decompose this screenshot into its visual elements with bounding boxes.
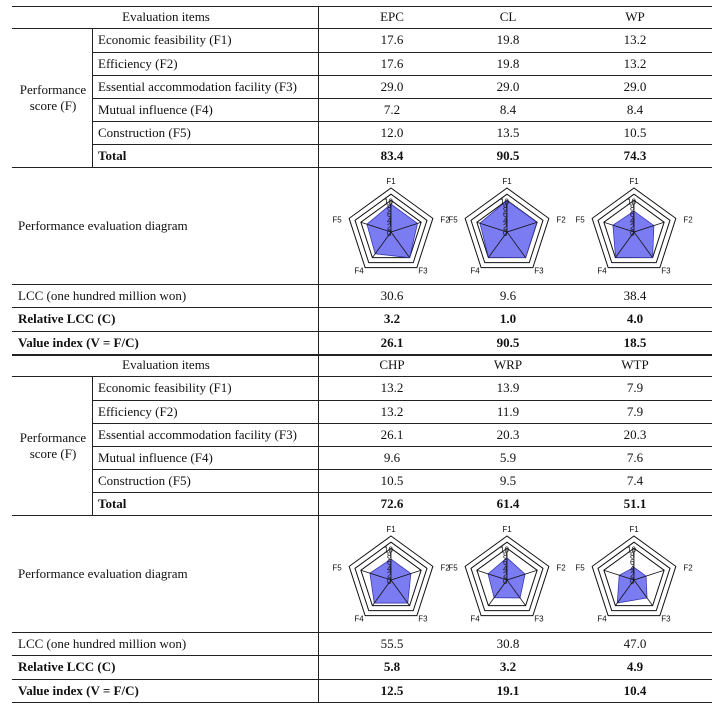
relative-lcc-label: Relative LCC (C) bbox=[18, 311, 116, 326]
relative-lcc-label: Relative LCC (C) bbox=[18, 659, 116, 674]
item-value: 13.2 bbox=[380, 380, 404, 395]
radar-chart bbox=[437, 162, 577, 302]
radar-tick-label: 10 bbox=[384, 196, 393, 206]
relative-lcc-value: 1.0 bbox=[499, 311, 517, 326]
item-value: 29.0 bbox=[496, 78, 520, 94]
table-rule-header bbox=[12, 28, 712, 29]
table-rule-item bbox=[92, 121, 712, 122]
radar-axis-label: F1 bbox=[629, 524, 639, 534]
item-value: 10.5 bbox=[380, 472, 404, 488]
total-value: 61.4 bbox=[496, 495, 520, 511]
item-value: 13.5 bbox=[496, 124, 520, 140]
radar-tick-label: 8 bbox=[387, 203, 392, 213]
radar-axis-label: F3 bbox=[534, 614, 544, 624]
item-label: Essential accommodation facility (F3) bbox=[98, 426, 297, 442]
radar-axis-label: F4 bbox=[597, 614, 607, 624]
value-index-value: 18.5 bbox=[623, 334, 647, 350]
total-value: 90.5 bbox=[496, 147, 520, 163]
item-value: 20.3 bbox=[623, 426, 647, 442]
table-rule bbox=[12, 307, 712, 308]
radar-axis-label: F5 bbox=[448, 214, 458, 224]
radar-tick-label: 10 bbox=[627, 196, 636, 206]
radar-tick-label: 6 bbox=[387, 209, 392, 219]
radar-tick-label: 0 bbox=[503, 576, 508, 586]
total-value: 74.3 bbox=[623, 147, 647, 163]
table-rule-item bbox=[92, 492, 712, 493]
item-label: Efficiency (F2) bbox=[98, 403, 178, 419]
radar-axis-label: F3 bbox=[418, 266, 428, 276]
radar-axis-label: F3 bbox=[534, 266, 544, 276]
lcc-value: 30.6 bbox=[380, 287, 404, 303]
radar-chart bbox=[437, 510, 577, 650]
table-rule-item bbox=[92, 52, 712, 53]
table-rule-header bbox=[12, 376, 712, 377]
radar-tick-label: 2 bbox=[503, 222, 508, 232]
total-value: 51.1 bbox=[623, 495, 647, 511]
radar-axis-label: F3 bbox=[661, 614, 671, 624]
item-value: 7.9 bbox=[626, 380, 644, 395]
header-alternative: WP bbox=[625, 9, 645, 24]
total-value: 72.6 bbox=[380, 495, 404, 511]
table-rule-item bbox=[92, 75, 712, 76]
item-label: Efficiency (F2) bbox=[98, 55, 178, 71]
item-value: 29.0 bbox=[380, 78, 404, 94]
value-index-value: 12.5 bbox=[380, 682, 404, 698]
table-rule-top bbox=[12, 6, 712, 7]
relative-lcc-value: 4.0 bbox=[626, 311, 644, 326]
radar-tick-label: 4 bbox=[630, 563, 635, 573]
item-label: Construction (F5) bbox=[98, 124, 191, 140]
header-evaluation-items: Evaluation items bbox=[122, 357, 210, 372]
item-value: 26.1 bbox=[380, 426, 404, 442]
lcc-value: 38.4 bbox=[623, 287, 647, 303]
total-value: 83.4 bbox=[380, 147, 404, 163]
radar-chart bbox=[564, 510, 704, 650]
item-label: Mutual influence (F4) bbox=[98, 101, 213, 117]
radar-tick-label: 6 bbox=[630, 557, 635, 567]
radar-tick-label: 8 bbox=[630, 203, 635, 213]
table-rule-bottom bbox=[12, 702, 712, 703]
radar-tick-label: 8 bbox=[503, 203, 508, 213]
relative-lcc-value: 3.2 bbox=[383, 311, 401, 326]
radar-axis-label: F1 bbox=[629, 176, 639, 186]
radar-tick-label: 10 bbox=[384, 544, 393, 554]
table-rule-vertical bbox=[92, 376, 93, 515]
group-label-performance-score: Performance score (F) bbox=[19, 81, 87, 113]
radar-axis-label: F1 bbox=[386, 176, 396, 186]
radar-tick-label: 4 bbox=[630, 215, 635, 225]
radar-tick-label: 6 bbox=[387, 557, 392, 567]
relative-lcc-value: 5.8 bbox=[383, 659, 401, 674]
radar-tick-label: 4 bbox=[387, 215, 392, 225]
total-label: Total bbox=[98, 495, 127, 511]
radar-tick-label: 4 bbox=[387, 563, 392, 573]
radar-axis-label: F5 bbox=[575, 562, 585, 572]
table-rule-item bbox=[92, 98, 712, 99]
value-index-value: 19.1 bbox=[496, 682, 520, 698]
radar-axis-label: F5 bbox=[332, 562, 342, 572]
lcc-label: LCC (one hundred million won) bbox=[18, 287, 187, 303]
header-alternative: WTP bbox=[621, 357, 649, 372]
table-rule-vertical bbox=[318, 6, 319, 354]
relative-lcc-value: 3.2 bbox=[499, 659, 517, 674]
radar-tick-label: 10 bbox=[627, 544, 636, 554]
total-label: Total bbox=[98, 147, 127, 163]
radar-tick-label: 2 bbox=[503, 570, 508, 580]
radar-tick-label: 8 bbox=[387, 551, 392, 561]
radar-tick-label: 0 bbox=[503, 228, 508, 238]
radar-tick-label: 2 bbox=[630, 222, 635, 232]
diagram-label: Performance evaluation diagram bbox=[18, 565, 188, 581]
header-alternative: CL bbox=[499, 9, 517, 24]
radar-axis-label: F3 bbox=[418, 614, 428, 624]
radar-axis-label: F1 bbox=[386, 524, 396, 534]
item-value: 10.5 bbox=[623, 124, 647, 140]
item-value: 5.9 bbox=[499, 449, 517, 465]
radar-tick-label: 6 bbox=[630, 209, 635, 219]
table-rule-vertical bbox=[92, 28, 93, 167]
radar-axis-label: F2 bbox=[556, 214, 566, 224]
item-value: 9.5 bbox=[499, 472, 517, 488]
radar-tick-label: 8 bbox=[503, 551, 508, 561]
item-value: 17.6 bbox=[380, 32, 404, 47]
table-rule-item bbox=[92, 144, 712, 145]
item-value: 9.6 bbox=[383, 449, 401, 465]
radar-axis-label: F5 bbox=[575, 214, 585, 224]
radar-tick-label: 10 bbox=[500, 196, 509, 206]
table-rule-item bbox=[92, 400, 712, 401]
item-value: 7.9 bbox=[626, 403, 644, 419]
table-rule-vertical bbox=[318, 354, 319, 702]
radar-axis-label: F2 bbox=[683, 214, 693, 224]
item-value: 29.0 bbox=[623, 78, 647, 94]
radar-tick-label: 0 bbox=[387, 576, 392, 586]
table-rule bbox=[12, 331, 712, 332]
radar-axis-label: F4 bbox=[597, 266, 607, 276]
item-value: 19.8 bbox=[496, 55, 520, 71]
item-value: 19.8 bbox=[496, 32, 520, 47]
value-index-label: Value index (V = F/C) bbox=[18, 682, 139, 698]
radar-axis-label: F5 bbox=[448, 562, 458, 572]
value-index-value: 10.4 bbox=[623, 682, 647, 698]
radar-tick-label: 6 bbox=[503, 557, 508, 567]
radar-axis-label: F4 bbox=[470, 266, 480, 276]
radar-tick-label: 8 bbox=[630, 551, 635, 561]
item-value: 13.9 bbox=[496, 380, 520, 395]
diagram-label: Performance evaluation diagram bbox=[18, 217, 188, 233]
table-rule-item bbox=[92, 423, 712, 424]
radar-axis-label: F4 bbox=[354, 266, 364, 276]
item-value: 20.3 bbox=[496, 426, 520, 442]
table-rule bbox=[12, 655, 712, 656]
radar-axis-label: F2 bbox=[556, 562, 566, 572]
radar-axis-label: F2 bbox=[683, 562, 693, 572]
radar-tick-label: 2 bbox=[630, 570, 635, 580]
radar-axis-label: F4 bbox=[470, 614, 480, 624]
lcc-value: 55.5 bbox=[380, 635, 404, 651]
value-index-value: 26.1 bbox=[380, 334, 404, 350]
item-label: Economic feasibility (F1) bbox=[98, 380, 232, 395]
radar-tick-label: 2 bbox=[387, 570, 392, 580]
relative-lcc-value: 4.9 bbox=[626, 659, 644, 674]
item-value: 8.4 bbox=[499, 101, 517, 117]
radar-tick-label: 0 bbox=[387, 228, 392, 238]
header-alternative: EPC bbox=[380, 9, 404, 24]
radar-axis-label: F2 bbox=[440, 562, 450, 572]
radar-chart bbox=[564, 162, 704, 302]
radar-axis-label: F3 bbox=[661, 266, 671, 276]
lcc-value: 47.0 bbox=[623, 635, 647, 651]
radar-tick-label: 4 bbox=[503, 215, 508, 225]
item-label: Essential accommodation facility (F3) bbox=[98, 78, 297, 94]
table-rule-item bbox=[92, 446, 712, 447]
lcc-value: 9.6 bbox=[499, 287, 517, 303]
item-label: Mutual influence (F4) bbox=[98, 449, 213, 465]
radar-axis-label: F4 bbox=[354, 614, 364, 624]
header-alternative: CHP bbox=[379, 357, 405, 372]
radar-tick-label: 10 bbox=[500, 544, 509, 554]
item-value: 12.0 bbox=[380, 124, 404, 140]
group-label-performance-score: Performance score (F) bbox=[19, 429, 87, 461]
item-value: 13.2 bbox=[623, 32, 647, 47]
item-value: 13.2 bbox=[380, 403, 404, 419]
radar-axis-label: F1 bbox=[502, 524, 512, 534]
radar-tick-label: 6 bbox=[503, 209, 508, 219]
table-rule-top bbox=[12, 354, 712, 356]
item-value: 7.2 bbox=[383, 101, 401, 117]
item-label: Economic feasibility (F1) bbox=[98, 32, 232, 47]
table-rule bbox=[12, 679, 712, 680]
radar-tick-label: 2 bbox=[387, 222, 392, 232]
radar-tick-label: 0 bbox=[630, 576, 635, 586]
header-alternative: WRP bbox=[493, 357, 523, 372]
table-rule-item bbox=[92, 469, 712, 470]
value-index-label: Value index (V = F/C) bbox=[18, 334, 139, 350]
lcc-label: LCC (one hundred million won) bbox=[18, 635, 187, 651]
lcc-value: 30.8 bbox=[496, 635, 520, 651]
radar-axis-label: F5 bbox=[332, 214, 342, 224]
item-value: 13.2 bbox=[623, 55, 647, 71]
item-value: 8.4 bbox=[626, 101, 644, 117]
header-evaluation-items: Evaluation items bbox=[122, 9, 210, 24]
radar-tick-label: 4 bbox=[503, 563, 508, 573]
item-value: 17.6 bbox=[380, 55, 404, 71]
item-value: 7.4 bbox=[626, 472, 644, 488]
item-value: 7.6 bbox=[626, 449, 644, 465]
item-label: Construction (F5) bbox=[98, 472, 191, 488]
value-index-value: 90.5 bbox=[496, 334, 520, 350]
item-value: 11.9 bbox=[496, 403, 520, 419]
radar-axis-label: F2 bbox=[440, 214, 450, 224]
radar-tick-label: 0 bbox=[630, 228, 635, 238]
radar-axis-label: F1 bbox=[502, 176, 512, 186]
